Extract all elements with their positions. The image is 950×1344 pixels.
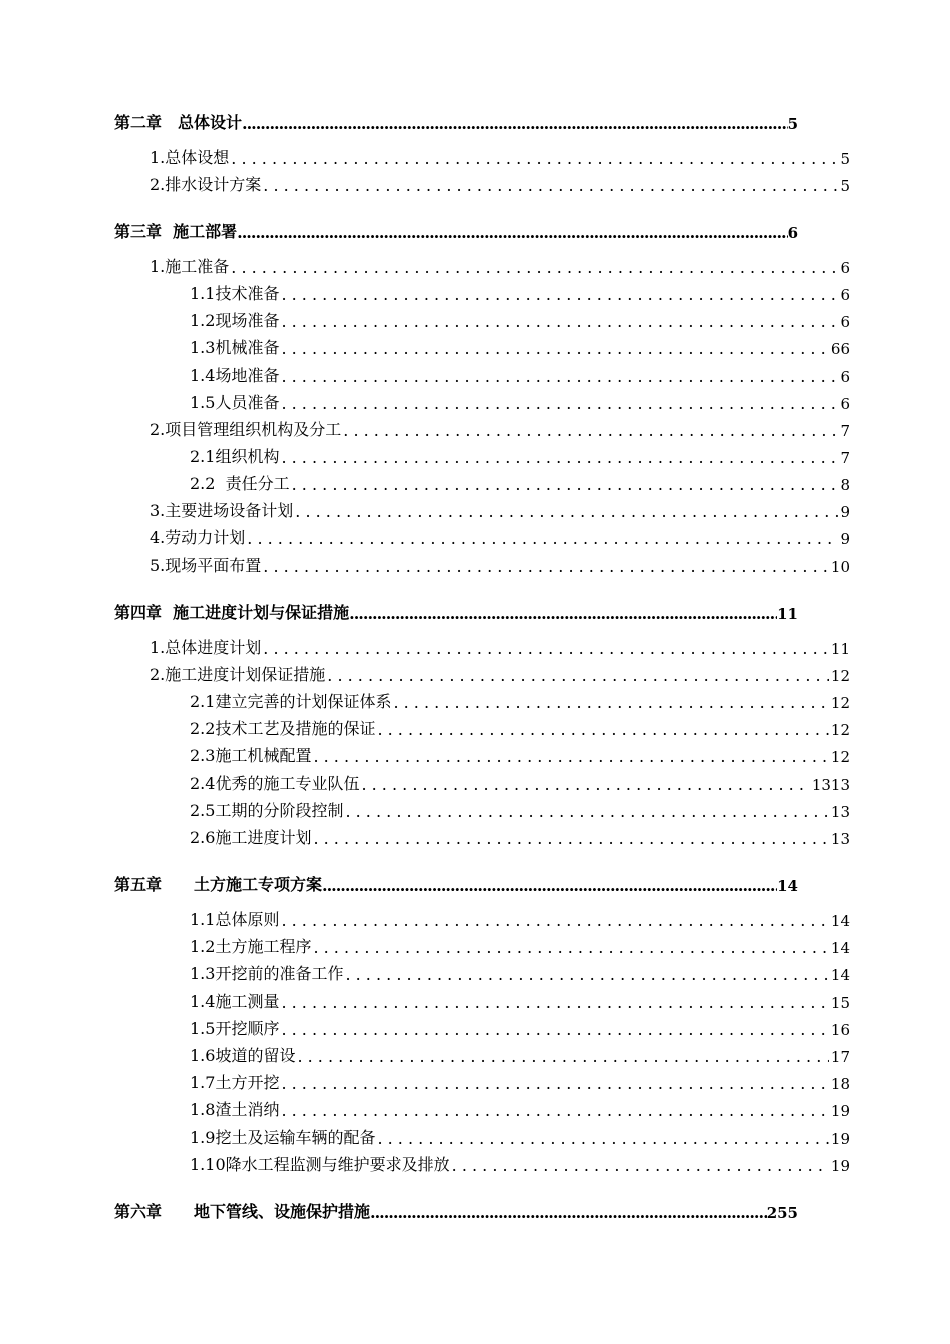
toc-chapter-6[interactable] [114, 1198, 798, 1222]
dot-leader [345, 965, 828, 984]
toc-page-number: 12 [830, 667, 850, 685]
toc-entry[interactable] [190, 470, 850, 494]
toc-entry[interactable] [150, 634, 850, 658]
toc-entry-label: 2.1建立完善的计划保证体系 [190, 692, 392, 711]
toc-entry[interactable] [150, 661, 850, 685]
dot-leader [345, 802, 828, 821]
toc-page-number: 66 [830, 340, 850, 358]
toc-entry[interactable] [190, 1015, 850, 1039]
toc-entry-label: 1.2现场准备 [190, 311, 280, 330]
toc-entry[interactable] [190, 824, 850, 848]
toc-page-number: 6 [840, 259, 850, 277]
toc-entry[interactable] [190, 988, 850, 1012]
toc-page-number: 5 [787, 115, 798, 133]
toc-page-number: 17 [830, 1048, 850, 1066]
toc-page-number: 8 [840, 476, 850, 494]
dot-leader [281, 911, 828, 930]
toc-page-number: 6 [840, 368, 850, 386]
toc-entry-label: 1.1总体原则 [190, 910, 280, 929]
toc-entry[interactable] [190, 307, 850, 331]
toc-page-number: 19 [830, 1157, 850, 1175]
toc-entry-label: 1.7土方开挖 [190, 1073, 280, 1092]
toc-page-number: 6 [840, 395, 850, 413]
toc-chapter-title: 第五章 土方施工专项方案 [114, 875, 323, 894]
toc-entry[interactable] [190, 742, 850, 766]
toc-page-number: 12 [830, 694, 850, 712]
toc-page-number: 11 [777, 605, 798, 623]
toc-entry-label: 1.5人员准备 [190, 393, 280, 412]
toc-entry-label: 1.10降水工程监测与维护要求及排放 [190, 1155, 450, 1174]
dot-leader [263, 557, 829, 576]
dot-leader [313, 747, 828, 766]
toc-page-number: 7 [840, 422, 850, 440]
toc-page-number: 12 [830, 721, 850, 739]
toc-entry-label: 1.总体进度计划 [150, 638, 262, 657]
toc-page-number: 14 [777, 877, 798, 895]
toc-entry[interactable] [190, 443, 850, 467]
toc-entry-label: 1.9挖土及运输车辆的配备 [190, 1128, 376, 1147]
dot-leader [231, 149, 838, 168]
toc-entry-label: 2.3施工机械配置 [190, 746, 312, 765]
dot-leader [361, 775, 809, 794]
toc-entry-label: 2.1组织机构 [190, 447, 280, 466]
toc-entry-label: 1.5开挖顺序 [190, 1019, 280, 1038]
toc-chapter-4[interactable] [114, 599, 798, 623]
dot-leader [292, 475, 839, 494]
toc-entry-label: 1.3开挖前的准备工作 [190, 964, 344, 983]
toc-entry-label: 1.1技术准备 [190, 284, 280, 303]
toc-entry-label: 1.施工准备 [150, 257, 230, 276]
dot-leader [242, 114, 788, 133]
toc-entry[interactable] [150, 524, 850, 548]
dot-leader [281, 285, 838, 304]
toc-page-number: 19 [830, 1102, 850, 1120]
toc-entry[interactable] [190, 1042, 850, 1066]
toc-entry-label: 2.排水设计方案 [150, 175, 262, 194]
toc-entry[interactable] [190, 906, 850, 930]
toc-chapter-3[interactable] [114, 218, 798, 242]
dot-leader [313, 829, 828, 848]
dot-leader [313, 938, 828, 957]
dot-leader [349, 604, 777, 623]
toc-entry-label: 3.主要进场设备计划 [150, 501, 294, 520]
dot-leader [327, 666, 829, 685]
dot-leader [322, 876, 777, 895]
toc-entry-label: 1.3机械准备 [190, 338, 280, 357]
toc-entry-label: 2.6施工进度计划 [190, 828, 312, 847]
toc-page-number: 255 [766, 1204, 798, 1222]
toc-chapter-title: 第四章 施工进度计划与保证措施 [114, 603, 350, 622]
toc-entry[interactable] [150, 552, 850, 576]
toc-entry[interactable] [190, 389, 850, 413]
toc-entry[interactable] [190, 960, 850, 984]
toc-entry[interactable] [190, 280, 850, 304]
dot-leader [247, 529, 838, 548]
toc-entry[interactable] [190, 688, 850, 712]
dot-leader [370, 1203, 767, 1222]
toc-entry-label: 1.2土方施工程序 [190, 937, 312, 956]
toc-chapter-title: 第六章 地下管线、设施保护措施 [114, 1202, 371, 1221]
dot-leader [281, 1074, 828, 1093]
toc-entry[interactable] [190, 797, 850, 821]
dot-leader [281, 312, 838, 331]
toc-entry-label: 4.劳动力计划 [150, 528, 246, 547]
toc-page-number: 7 [840, 449, 850, 467]
dot-leader [377, 1129, 828, 1148]
dot-leader [377, 720, 828, 739]
toc-page-number: 18 [830, 1075, 850, 1093]
toc-page-number: 13 [830, 830, 850, 848]
toc-entry-label: 2.2 责任分工 [190, 474, 290, 493]
dot-leader [281, 1101, 828, 1120]
toc-entry-label: 1.8渣土消纳 [190, 1100, 280, 1119]
toc-entry-label: 2.5工期的分阶段控制 [190, 801, 344, 820]
toc-entry-label: 2.项目管理组织机构及分工 [150, 420, 342, 439]
toc-entry[interactable] [150, 253, 850, 277]
dot-leader [281, 394, 838, 413]
dot-leader [343, 421, 838, 440]
toc-entry-label: 1.4施工测量 [190, 992, 280, 1011]
toc-entry-label: 5.现场平面布置 [150, 556, 262, 575]
toc-page-number: 15 [830, 994, 850, 1012]
dot-leader [263, 176, 838, 195]
toc-entry-label: 1.总体设想 [150, 148, 230, 167]
toc-entry[interactable] [190, 334, 850, 358]
toc-page-number: 14 [830, 912, 850, 930]
dot-leader [281, 1020, 828, 1039]
toc-page-number: 13 [830, 803, 850, 821]
dot-leader [297, 1047, 828, 1066]
toc-page-number: 6 [840, 286, 850, 304]
toc-page-number: 5 [840, 177, 850, 195]
toc-entry[interactable] [150, 497, 850, 521]
toc-entry-label: 1.4场地准备 [190, 366, 280, 385]
dot-leader [452, 1156, 829, 1175]
toc-page-number: 16 [830, 1021, 850, 1039]
toc-entry[interactable] [150, 416, 850, 440]
toc-page-number: 19 [830, 1130, 850, 1148]
dot-leader [237, 223, 787, 242]
toc-page-number: 12 [830, 748, 850, 766]
toc-page-number: 11 [830, 640, 850, 658]
toc-page-number: 10 [830, 558, 850, 576]
toc-page-number: 6 [840, 313, 850, 331]
toc-entry[interactable] [190, 1069, 850, 1093]
toc-chapter-5[interactable] [114, 871, 798, 895]
toc-entry[interactable] [150, 144, 850, 168]
toc-page-number: 9 [840, 503, 850, 521]
toc-chapter-2[interactable] [114, 109, 798, 133]
dot-leader [263, 639, 829, 658]
dot-leader [231, 258, 838, 277]
dot-leader [281, 367, 838, 386]
toc-entry[interactable] [190, 1124, 850, 1148]
toc-chapter-title: 第二章 总体设计 [114, 113, 243, 132]
toc-entry[interactable] [190, 1096, 850, 1120]
dot-leader [281, 339, 828, 358]
toc-entry[interactable] [150, 171, 850, 195]
toc-entry-label: 1.6坡道的留设 [190, 1046, 296, 1065]
toc-entry[interactable] [190, 933, 850, 957]
toc-page-number: 14 [830, 966, 850, 984]
toc-entry-label: 2.施工进度计划保证措施 [150, 665, 326, 684]
toc-entry[interactable] [190, 770, 850, 794]
toc-entry-label: 2.2技术工艺及措施的保证 [190, 719, 376, 738]
toc-page-number: 6 [787, 224, 798, 242]
toc-entry-label: 2.4优秀的施工专业队伍 [190, 774, 360, 793]
toc-entry[interactable] [190, 1151, 850, 1175]
toc-page-number: 14 [830, 939, 850, 957]
toc-chapter-title: 第三章 施工部署 [114, 222, 238, 241]
dot-leader [281, 993, 828, 1012]
toc-entry[interactable] [190, 362, 850, 386]
toc-entry[interactable] [190, 715, 850, 739]
toc-page-number: 9 [840, 530, 850, 548]
dot-leader [295, 502, 838, 521]
toc-page-number: 1313 [811, 776, 850, 794]
dot-leader [393, 693, 828, 712]
toc-page-number: 5 [840, 150, 850, 168]
dot-leader [281, 448, 838, 467]
